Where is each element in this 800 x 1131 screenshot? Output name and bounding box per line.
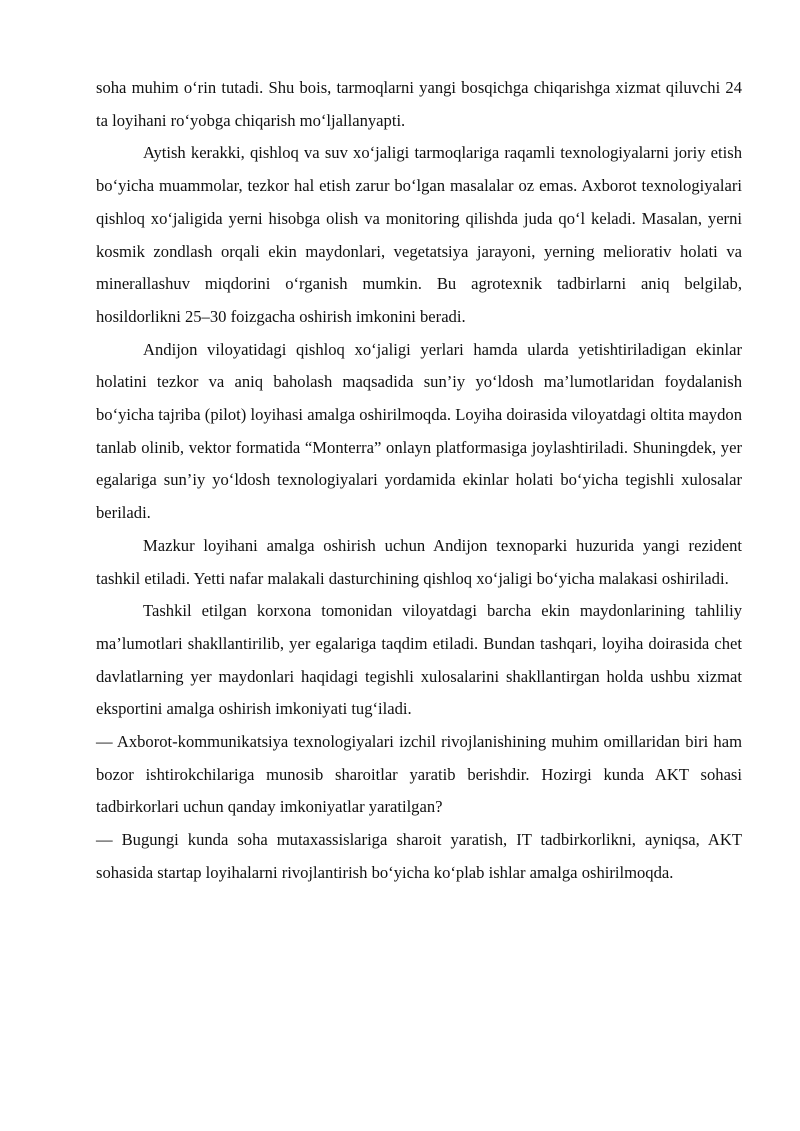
- paragraph-interview-answer: — Bugungi kunda soha mutaxassislariga sharoit yaratish, IT tadbirkorlikni, ayniqsa, AKT sohasida startap loyihalarni rivojlantirish bo‘yicha ko‘plab ishlar amalga oshirilmoqda.: [96, 830, 742, 882]
- paragraph-enterprise-analytics: Tashkil etilgan korxona tomonidan viloyatdagi barcha ekin maydonlarining tahliliy ma’lumotlari shakllantirilib, yer egalariga taqdim etiladi. Bundan tashqari, loyiha doirasida chet davlatlarning yer maydonlari haqidagi tegishli xulosalarini shakllantirgan holda ushbu xizmat eksportini amalga oshirish imkoniyati tug‘iladi.: [96, 601, 742, 719]
- paragraph-interview-question: — Axborot-kommunikatsiya texnologiyalari izchil rivojlanishining muhim omillaridan biri ham bozor ishtirokchilariga munosib sharoitlar yaratib berishdir. Hozirgi kunda AKT sohasi tadbirkorlari uchun qanday imkoniyatlar yaratilgan?: [96, 732, 742, 817]
- document-page: [96, 72, 742, 890]
- paragraph-technopark-resident: Mazkur loyihani amalga oshirish uchun Andijon texnoparki huzurida yangi rezident tashkil etiladi. Yetti nafar malakali dasturchining qishloq xo‘jaligi bo‘yicha malakasi oshiriladi.: [96, 535, 742, 588]
- paragraph-continuation: soha muhim o‘rin tutadi. Shu bois, tarmoqlarni yangi bosqichga chiqarishga xizmat qiluvchi 24 ta loyihani ro‘yobga chiqarish mo‘ljallanyapti.: [96, 78, 742, 130]
- paragraph-digital-agriculture: Aytish kerakki, qishloq va suv xo‘jaligi tarmoqlariga raqamli texnologiyalarni joriy etish bo‘yicha muammolar, tezkor hal etish zarur bo‘lgan masalalar oz emas. Axborot texnologiyalari qishloq xo‘jaligida yerni hisobga olish va monitoring qilishda juda qo‘l keladi. Masalan, yerni kosmik zondlash orqali ekin maydonlari, vegetatsiya jarayoni, yerning meliorativ holati va minerallashuv miqdorini o‘rganish mumkin. Bu agrotexnik tadbirlarni aniq belgilab, hosildorlikni 25–30 foizgacha oshirish imkonini beradi.: [96, 143, 742, 326]
- paragraph-andijon-pilot: Andijon viloyatidagi qishloq xo‘jaligi yerlari hamda ularda yetishtiriladigan ekinlar holatini tezkor va aniq baholash maqsadida sun’iy yo‘ldosh ma’lumotlaridan foydalanish bo‘yicha tajriba (pilot) loyihasi amalga oshirilmoqda. Loyiha doirasida viloyatdagi oltita maydon tanlab olinib, vektor formatida “Monterra” onlayn platformasiga joylashtiriladi. Shuningdek, yer egalariga sun’iy yo‘ldosh texnologiyalari yordamida ekinlar holati bo‘yicha tegishli xulosalar beriladi.: [96, 339, 742, 523]
